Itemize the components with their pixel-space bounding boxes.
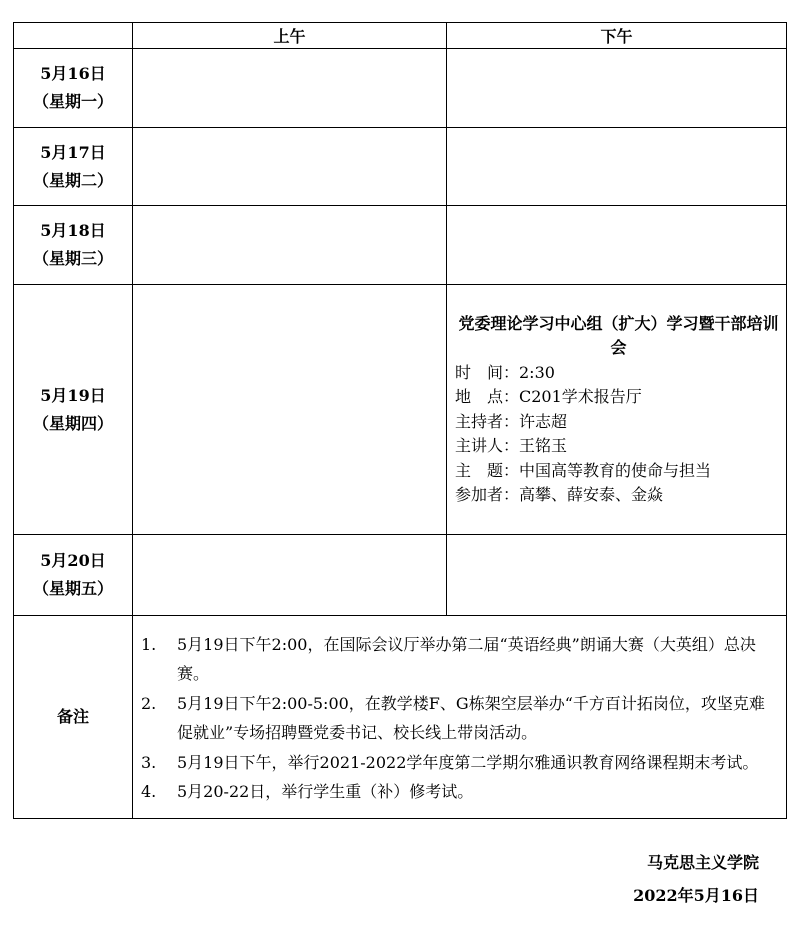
event-speaker: 主讲人：王铭玉 bbox=[455, 436, 568, 455]
note-item bbox=[141, 777, 778, 807]
event-time: 时 间：2:30 bbox=[455, 362, 555, 382]
notes-label: 备注 bbox=[14, 616, 133, 819]
day-date: 5月19日 bbox=[40, 385, 106, 405]
day-cell bbox=[14, 206, 133, 285]
header-afternoon: 下午 bbox=[447, 23, 787, 49]
note-number: 1. bbox=[141, 634, 157, 654]
notes-list bbox=[133, 626, 786, 809]
day-weekday: （星期一） bbox=[32, 92, 113, 111]
note-item bbox=[141, 630, 778, 689]
note-text: 5月20-22日，举行学生重（补）修考试。 bbox=[177, 782, 474, 801]
signature-date: 2022年5月16日 bbox=[633, 886, 759, 905]
day-row-monday bbox=[14, 49, 787, 128]
morning-cell bbox=[133, 49, 447, 128]
header-morning: 上午 bbox=[133, 23, 447, 49]
day-weekday: （星期五） bbox=[32, 579, 113, 598]
weekly-schedule-table bbox=[13, 22, 787, 819]
morning-cell bbox=[133, 285, 447, 535]
afternoon-cell bbox=[447, 49, 787, 128]
signature-org: 马克思主义学院 bbox=[646, 853, 759, 872]
day-date: 5月18日 bbox=[40, 221, 106, 240]
notes-cell bbox=[133, 616, 787, 819]
day-date: 5月16日 bbox=[40, 64, 106, 83]
day-row-tuesday bbox=[14, 128, 787, 206]
note-text: 5月19日下午，举行2021-2022学年度第二学期尔雅通识教育网络课程期末考试。 bbox=[177, 752, 759, 772]
day-row-wednesday bbox=[14, 206, 787, 285]
day-row-thursday bbox=[14, 285, 787, 535]
note-number: 4. bbox=[141, 782, 157, 801]
note-text: 5月19日下午2:00，在国际会议厅举办第二届“英语经典”朗诵大赛（大英组）总决赛。 bbox=[177, 634, 756, 683]
note-text: 5月19日下午2:00-5:00，在教学楼F、G栋架空层举办“千方百计拓岗位，攻坚克难促就业”专场招聘暨党委书记、校长线上带岗活动。 bbox=[177, 693, 765, 742]
notes-row bbox=[14, 616, 787, 819]
afternoon-cell bbox=[447, 285, 787, 535]
day-cell bbox=[14, 49, 133, 128]
event-topic: 主 题：中国高等教育的使命与担当 bbox=[455, 460, 712, 480]
note-item bbox=[141, 689, 778, 748]
event-title: 党委理论学习中心组（扩大）学习暨干部培训会 bbox=[458, 313, 779, 357]
afternoon-cell bbox=[447, 535, 787, 616]
morning-cell bbox=[133, 535, 447, 616]
day-cell bbox=[14, 285, 133, 535]
day-weekday: （星期四） bbox=[32, 413, 113, 433]
event-host: 主持者：许志超 bbox=[455, 411, 568, 431]
day-row-friday bbox=[14, 535, 787, 616]
day-cell bbox=[14, 535, 133, 616]
header-blank-cell bbox=[14, 23, 133, 49]
afternoon-cell bbox=[447, 128, 787, 206]
day-date: 5月17日 bbox=[40, 142, 106, 162]
event-block bbox=[447, 312, 786, 508]
event-location: 地 点：C201学术报告厅 bbox=[455, 387, 642, 406]
note-number: 3. bbox=[141, 752, 157, 772]
morning-cell bbox=[133, 128, 447, 206]
note-number: 2. bbox=[141, 693, 157, 713]
note-item bbox=[141, 748, 778, 778]
afternoon-cell bbox=[447, 206, 787, 285]
day-weekday: （星期二） bbox=[32, 170, 113, 190]
header-row bbox=[14, 23, 787, 49]
event-attendees: 参加者：高攀、薛安泰、金焱 bbox=[455, 485, 664, 504]
day-date: 5月20日 bbox=[40, 551, 106, 570]
day-weekday: （星期三） bbox=[32, 249, 113, 268]
morning-cell bbox=[133, 206, 447, 285]
day-cell bbox=[14, 128, 133, 206]
